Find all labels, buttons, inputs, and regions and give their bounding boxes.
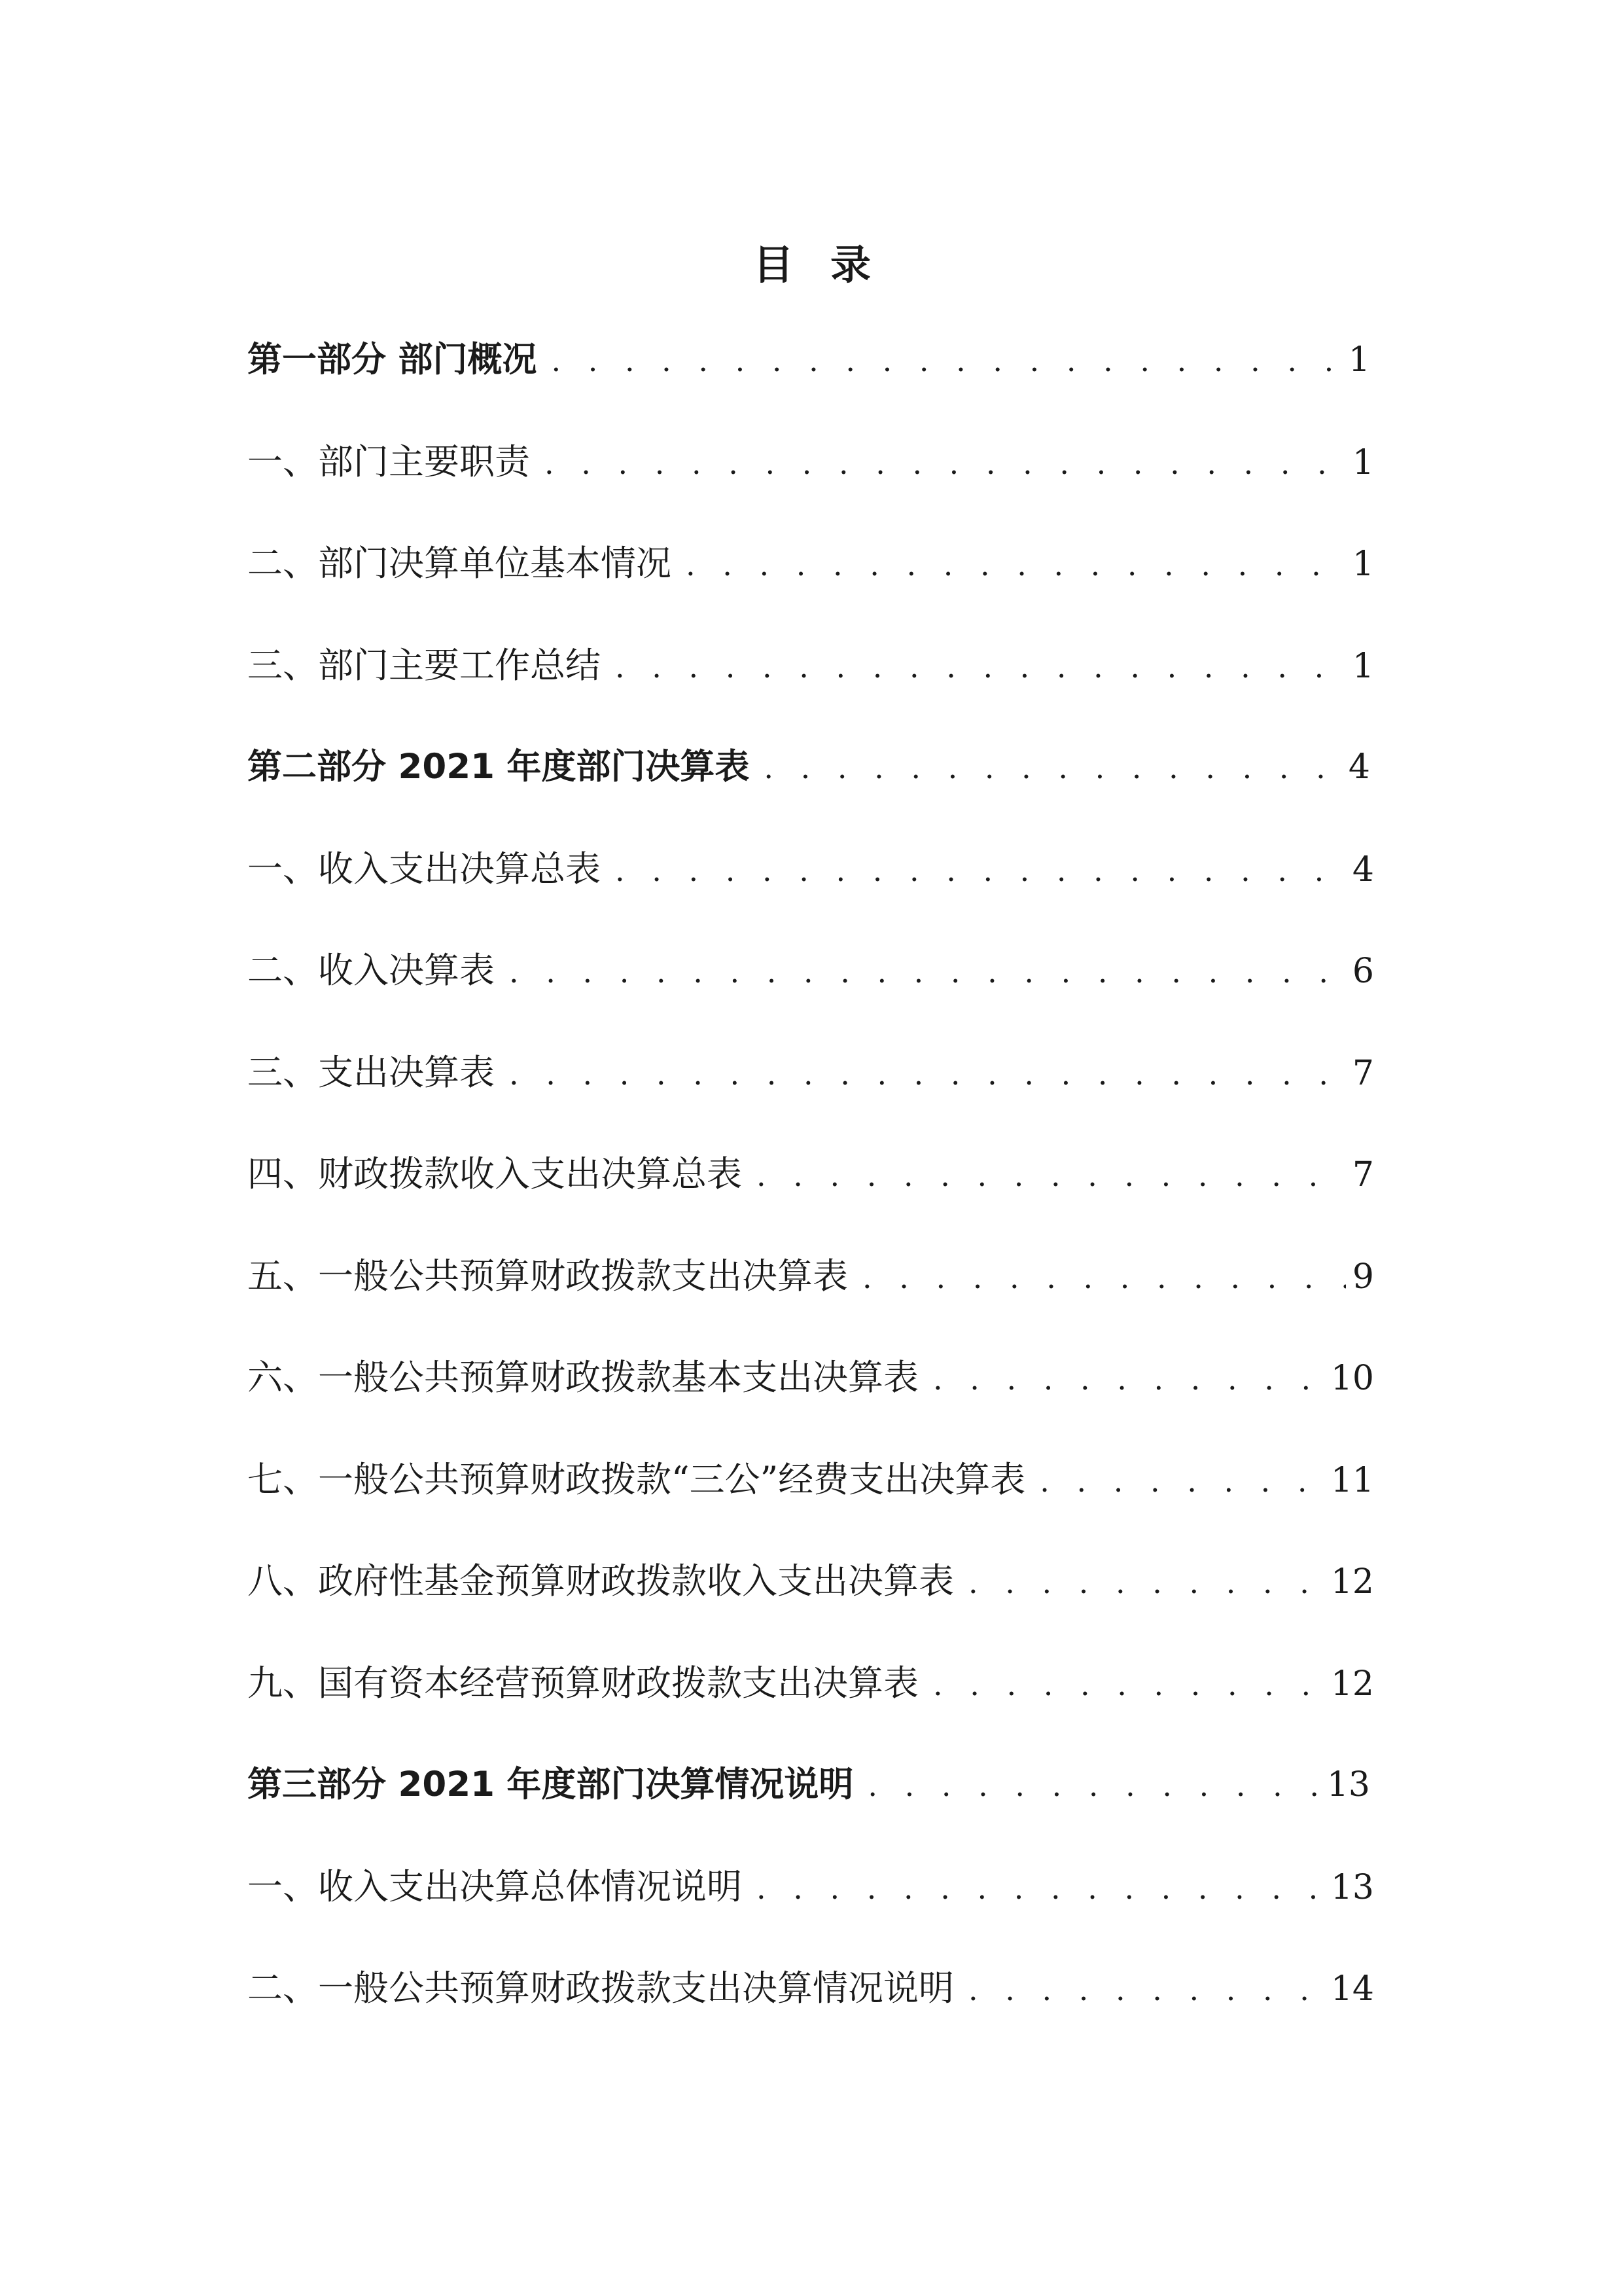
toc-entry-label: 一、收入支出决算总表 [247,848,601,889]
toc-entry-part-1[interactable] [247,327,1374,429]
toc-entry-page: 6 [1352,952,1374,991]
dot-leader [933,1652,1324,1717]
toc-entry-page: 11 [1330,1460,1374,1500]
toc-entry-section[interactable] [247,1956,1374,2058]
toc-entry-page: 4 [1352,850,1374,889]
toc-entry-part-2[interactable] [247,734,1374,836]
dot-leader [509,939,1346,1005]
toc-entry-section[interactable] [247,1040,1374,1142]
toc-entry-label: 八、政府性基金预算财政拨款收入支出决算表 [247,1560,954,1602]
toc-entry-page: 13 [1326,1765,1370,1804]
toc-entry-section[interactable] [247,429,1374,531]
toc-entry-page: 4 [1348,747,1370,787]
dot-leader [544,431,1346,496]
toc-entry-page: 12 [1330,1562,1374,1602]
toc-entry-label: 九、国有资本经营预算财政拨款支出决算表 [247,1662,919,1704]
dot-leader [615,634,1346,700]
toc-entry-page: 7 [1352,1053,1374,1093]
toc-entry-section[interactable] [247,1345,1374,1447]
dot-leader [968,1550,1324,1615]
toc-entry-label: 三、部门主要工作总结 [247,644,601,686]
toc-entry-label: 六、一般公共预算财政拨款基本支出决算表 [247,1357,919,1398]
toc-entry-section[interactable] [247,531,1374,633]
dot-leader [551,328,1341,393]
toc-entry-section[interactable] [247,1244,1374,1346]
dot-leader [968,1957,1324,2022]
toc-entry-label: 第三部分 2021 年度部门决算情况说明 [247,1765,854,1804]
dot-leader [756,1143,1346,1208]
toc-entry-label: 二、一般公共预算财政拨款支出决算情况说明 [247,1967,954,2009]
toc-entry-section[interactable] [247,938,1374,1040]
toc-entry-label: 七、一般公共预算财政拨款“三公”经费支出决算表 [247,1458,1026,1500]
toc-entry-label: 三、支出决算表 [247,1051,495,1093]
toc-entry-label: 五、一般公共预算财政拨款支出决算表 [247,1255,848,1297]
toc-entry-page: 12 [1330,1664,1374,1704]
toc-entry-label: 第一部分 部门概况 [247,340,537,380]
toc-entry-label: 一、部门主要职责 [247,440,530,482]
toc-entry-section[interactable] [247,836,1374,939]
toc-entry-page: 1 [1352,646,1374,686]
toc-title: 目录 [752,240,908,289]
dot-leader [862,1245,1346,1310]
toc-entry-section[interactable] [247,1447,1374,1549]
toc-entry-section[interactable] [247,1549,1374,1651]
toc-list [247,327,1374,2058]
toc-entry-label: 一、收入支出决算总体情况说明 [247,1865,742,1907]
dot-leader [764,735,1341,800]
toc-entry-section[interactable] [247,1854,1374,1956]
toc-entry-section[interactable] [247,633,1374,735]
toc-entry-section[interactable] [247,1141,1374,1244]
dot-leader [686,532,1346,598]
toc-entry-page: 9 [1352,1257,1374,1297]
toc-entry-label: 第二部分 2021 年度部门决算表 [247,747,750,787]
dot-leader [509,1041,1346,1107]
toc-entry-part-3[interactable] [247,1752,1374,1854]
toc-entry-page: 1 [1352,442,1374,482]
toc-entry-page: 1 [1352,545,1374,584]
dot-leader [615,838,1346,903]
toc-entry-page: 7 [1352,1155,1374,1194]
dot-leader [1040,1448,1324,1514]
toc-entry-page: 10 [1330,1359,1374,1398]
toc-entry-page: 14 [1330,1969,1374,2009]
toc-entry-label: 二、部门决算单位基本情况 [247,543,671,584]
toc-entry-page: 1 [1348,340,1370,380]
toc-entry-label: 四、财政拨款收入支出决算总表 [247,1153,742,1194]
dot-leader [868,1753,1320,1818]
toc-entry-label: 二、收入决算表 [247,950,495,991]
toc-entry-page: 13 [1330,1867,1374,1907]
toc-entry-section[interactable] [247,1651,1374,1753]
dot-leader [933,1346,1324,1412]
dot-leader [756,1856,1324,1921]
